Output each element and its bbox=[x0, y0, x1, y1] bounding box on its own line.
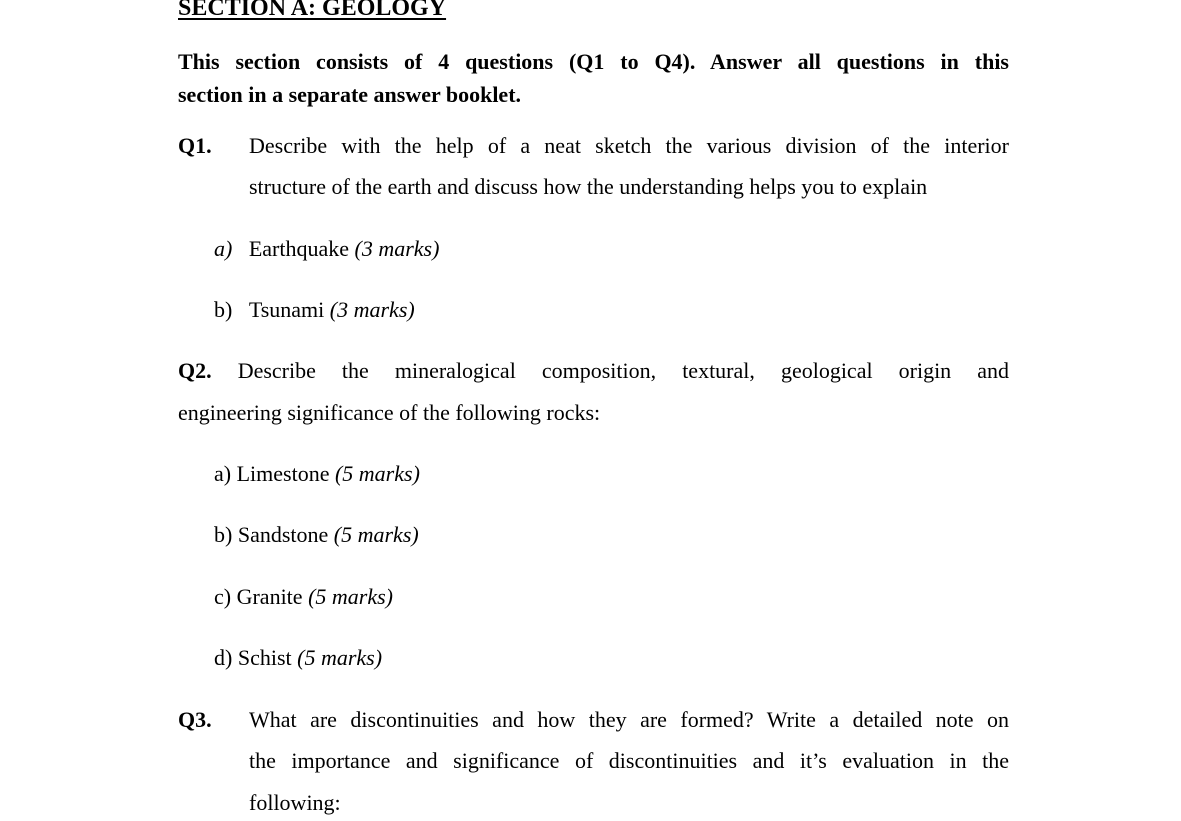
q2-text-line-2: engineering significance of the following rocks: bbox=[178, 400, 601, 425]
question-number-q3: Q3. bbox=[178, 707, 212, 732]
q2-text-line-1: Describe the mineralogical composition, textural, geological origin and bbox=[237, 358, 1010, 383]
section-intro-line-2: section in a separate answer booklet. bbox=[178, 82, 522, 107]
q2-line-1 bbox=[178, 360, 1009, 382]
marks-label: (3 marks) bbox=[329, 297, 415, 322]
q3-text-line-3: following: bbox=[249, 790, 341, 815]
sub-item-label: b) bbox=[214, 522, 233, 547]
sub-item-text: Limestone bbox=[236, 461, 330, 486]
sub-item-label: d) bbox=[214, 645, 233, 670]
q3-text-line-1: What are discontinuities and how they are formed? Write a detailed note on bbox=[249, 707, 1009, 732]
sub-item-text: Schist bbox=[237, 645, 292, 670]
sub-item-label: a) bbox=[214, 236, 233, 261]
sub-item-label: a) bbox=[214, 461, 232, 486]
q2-sub-item-d bbox=[214, 647, 382, 669]
sub-item-label: b) bbox=[214, 297, 233, 322]
sub-item-text: Granite bbox=[236, 584, 303, 609]
q3-text-line-2: the importance and significance of discontinuities and it’s evaluation in the bbox=[249, 748, 1009, 773]
q1-sub-item-b bbox=[214, 299, 415, 321]
q2-sub-item-c bbox=[214, 586, 393, 608]
q1-text-line-1: Describe with the help of a neat sketch the various division of the interior bbox=[249, 133, 1009, 158]
question-number-q1: Q1. bbox=[178, 133, 212, 158]
sub-item-label: c) bbox=[214, 584, 232, 609]
sub-item-text: Sandstone bbox=[237, 522, 329, 547]
sub-item-text: Tsunami bbox=[248, 297, 325, 322]
question-number-q2: Q2. bbox=[178, 358, 212, 383]
marks-label: (5 marks) bbox=[297, 645, 383, 670]
marks-label: (5 marks) bbox=[334, 461, 420, 486]
marks-label: (3 marks) bbox=[354, 236, 440, 261]
q1-sub-item-a bbox=[214, 238, 439, 260]
q2-sub-item-b bbox=[214, 524, 419, 546]
section-intro-line-1: This section consists of 4 questions (Q1 to Q4). Answer all questions in this bbox=[178, 49, 1009, 74]
section-title: SECTION A: GEOLOGY bbox=[178, 0, 447, 21]
q1-text-line-2: structure of the earth and discuss how the understanding helps you to explain bbox=[249, 174, 928, 199]
marks-label: (5 marks) bbox=[308, 584, 393, 609]
sub-item-text: Earthquake bbox=[248, 236, 349, 261]
marks-label: (5 marks) bbox=[333, 522, 419, 547]
q2-sub-item-a bbox=[214, 463, 420, 485]
